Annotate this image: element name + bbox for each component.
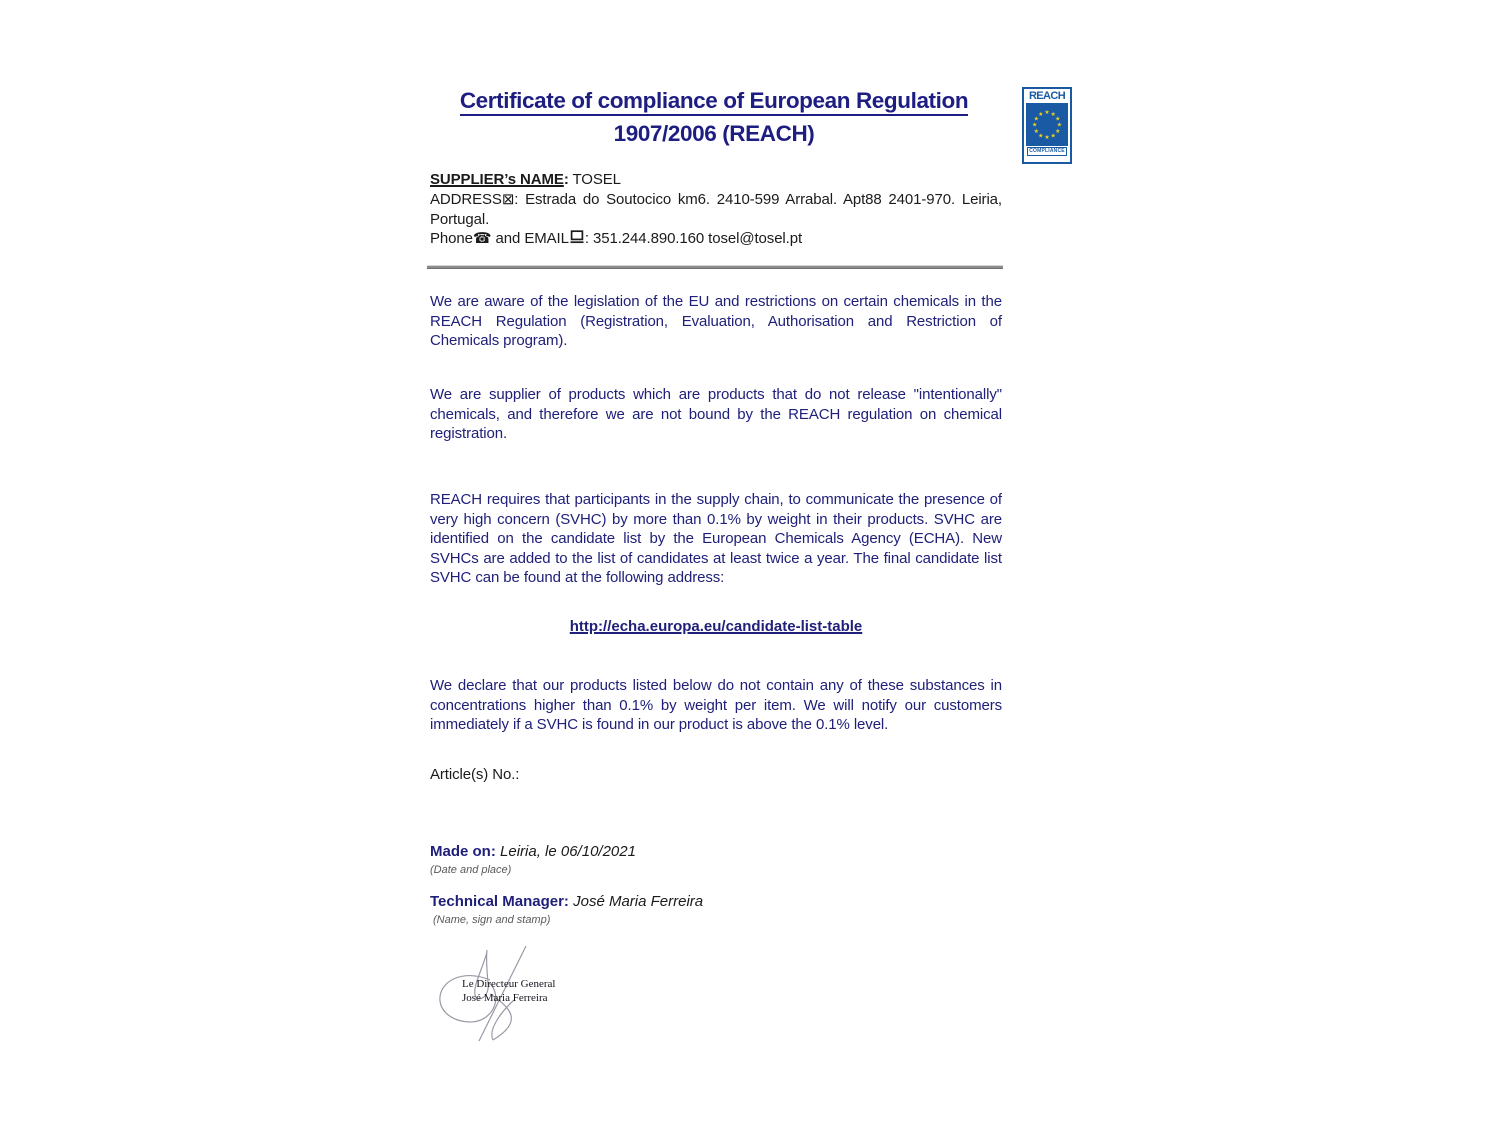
address-label: ADDRESS [430, 190, 502, 208]
reach-logo-label: REACH [1028, 90, 1066, 102]
supplier-contact-line [430, 229, 1002, 249]
page-title [418, 84, 1010, 150]
paragraph-reach-requirements: REACH requires that participants in the supply chain, to communicate the presence of very high concern (SVHC) by more than 0.1% by weight in their products. SVHC are identified on the candidate list by the European Chemicals Agency (ECHA). New SVHCs are added to the list of candidates at least twice a year. The final candidate list SVHC can be found at the following address: [430, 491, 1002, 586]
divider-rule [427, 265, 1003, 269]
svg-text:★: ★ [1044, 110, 1050, 117]
supplier-name-colon: : [563, 171, 569, 188]
technical-manager-label: Technical Manager: [430, 893, 569, 910]
made-on-label: Made on: [430, 843, 496, 860]
candidate-list-link-line [430, 618, 1002, 636]
svg-text:★: ★ [1055, 128, 1061, 135]
supplier-name-value: TOSEL [568, 171, 621, 188]
stamp-line2: José Maria Ferreira [462, 991, 548, 1004]
supplier-address-line [430, 190, 1002, 230]
svg-text:★: ★ [1038, 133, 1044, 140]
articles-label: Article(s) No.: [430, 766, 520, 783]
paragraph-awareness: We are aware of the legislation of the EU and restrictions on certain chemicals in the REACH Regulation (Registration, Evaluation, Authorisation and Restriction of Chemicals program). [430, 293, 1002, 349]
made-on-note: (Date and place) [430, 864, 512, 876]
and-email-label: and EMAIL [491, 230, 569, 248]
eu-stars-icon [1026, 103, 1068, 146]
reach-compliance-logo [1022, 87, 1072, 164]
paragraph-declaration: We declare that our products listed below do not contain any of these substances in concentrations higher than 0.1% by weight per item. We will notify our customers immediately if a SVHC is found in our product is above the 0.1% level. [430, 677, 1002, 733]
svg-text:★: ★ [1055, 116, 1061, 123]
svg-text:★: ★ [1031, 122, 1038, 129]
paragraph-supplier-statement: We are supplier of products which are products that do not release "intentionally" chemicals, and therefore we are not bound by the REACH regulation on chemical registration. [430, 386, 1002, 442]
phone-icon: ☎ [472, 230, 492, 248]
computer-icon [570, 230, 584, 244]
svg-text:★: ★ [1050, 133, 1056, 140]
stamp-line1: Le Directeur General [462, 978, 556, 990]
address-value: : Estrada do Soutocico km6. 2410-599 Arrabal. Apt88 2401-970. Leiria, Portugal. [430, 190, 1002, 228]
supplier-name-line [430, 170, 1002, 190]
signature-area [430, 938, 640, 1068]
compliance-logo-label: COMPLIANCE [1029, 148, 1065, 154]
svg-text:★: ★ [1033, 116, 1039, 123]
technical-manager-value: José Maria Ferreira [568, 893, 704, 910]
envelope-icon: ⊠ [501, 190, 515, 208]
contact-value: : 351.244.890.160 tosel@tosel.pt [584, 230, 803, 248]
title-line1: Certificate of compliance of European Regulation [460, 88, 968, 116]
svg-text:★: ★ [1050, 111, 1056, 118]
svg-text:★: ★ [1038, 111, 1044, 118]
supplier-block [430, 170, 1002, 249]
svg-text:★: ★ [1056, 122, 1063, 129]
candidate-list-link[interactable]: http://echa.europa.eu/candidate-list-table [569, 618, 863, 635]
stamp-text [462, 978, 622, 1005]
made-on-block [430, 843, 1002, 877]
technical-manager-block [430, 893, 1002, 927]
made-on-value: Leiria, le 06/10/2021 [495, 843, 636, 860]
svg-text:★: ★ [1033, 128, 1039, 135]
svg-text:★: ★ [1044, 135, 1050, 142]
phone-label: Phone [430, 230, 473, 248]
supplier-name-label: SUPPLIER’s NAME [430, 171, 564, 188]
title-line2: 1907/2006 (REACH) [613, 121, 815, 146]
technical-manager-note: (Name, sign and stamp) [433, 914, 551, 926]
